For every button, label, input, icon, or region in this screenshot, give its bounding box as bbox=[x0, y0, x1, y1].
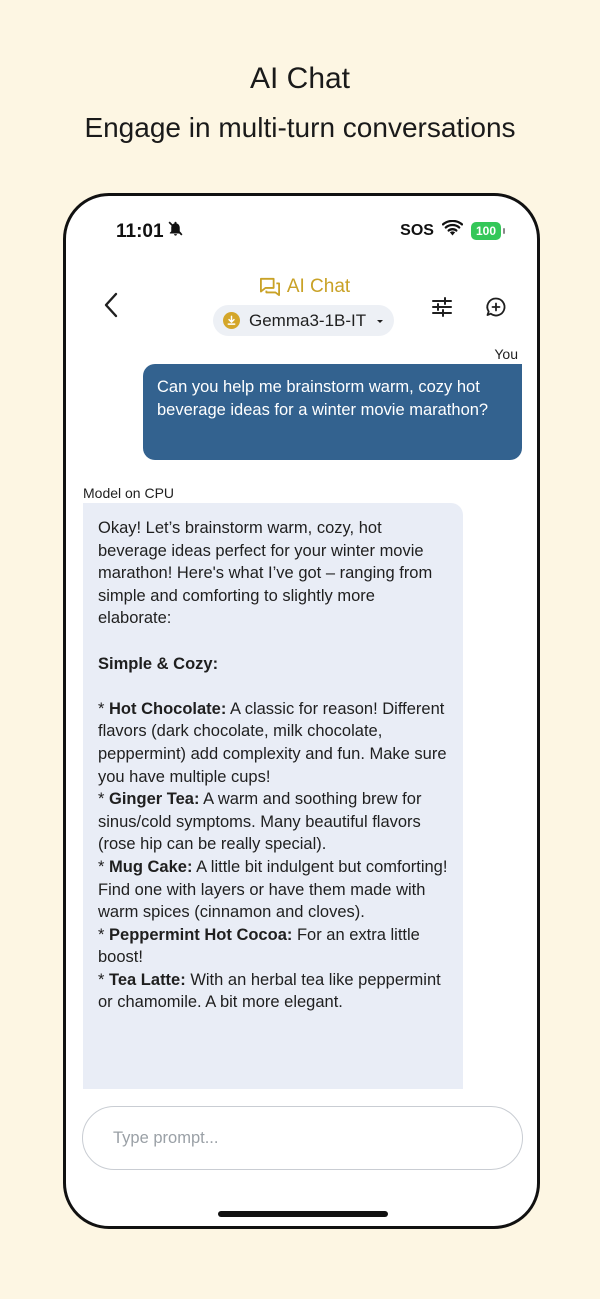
carrier-label: SOS bbox=[400, 221, 434, 239]
item-desc: With an herbal tea like peppermint or chamomile. A bit more elegant. bbox=[98, 970, 441, 1012]
new-chat-button[interactable] bbox=[484, 295, 508, 319]
model-message-intro: Okay! Let’s brainstorm warm, cozy, hot beverage ideas perfect for your winter movie marathon! Here's what I’ve got – ranging from simple and comforting to slightly more elaborate: bbox=[98, 519, 433, 628]
screen-title-text: AI Chat bbox=[286, 276, 351, 297]
promo-subtitle: Engage in multi-turn conversations bbox=[84, 112, 516, 143]
user-message-bubble: Can you help me brainstorm warm, cozy hot beverage ideas for a winter movie marathon? bbox=[143, 364, 522, 460]
item-name: Mug Cake: bbox=[109, 857, 193, 876]
prompt-input[interactable] bbox=[82, 1106, 523, 1170]
download-icon bbox=[223, 312, 240, 329]
list-item: * Ginger Tea: A warm and soothing brew for sinus/cold symptoms. Many beautiful flavors (rose hip can be really special). bbox=[98, 790, 422, 854]
bell-off-icon bbox=[167, 220, 184, 243]
model-selector[interactable] bbox=[213, 305, 394, 336]
phone-frame bbox=[63, 193, 540, 1229]
item-name: Ginger Tea: bbox=[109, 790, 200, 809]
promo-title: AI Chat bbox=[249, 62, 351, 95]
model-sender-label: Model on CPU bbox=[83, 485, 175, 501]
model-name: Gemma3-1B-IT bbox=[249, 310, 367, 330]
model-message-bubble bbox=[83, 503, 463, 1089]
item-desc: A classic for reason! Different flavors (dark chocolate, milk chocolate, peppermint) add complexity and fun. Make sure you have multiple cups! bbox=[98, 699, 447, 786]
caret-down-icon bbox=[375, 311, 385, 331]
add-chat-icon bbox=[484, 295, 508, 319]
item-desc: A little bit indulgent but comforting! Find one with layers or have them made with warm spices (cinnamon and cloves). bbox=[98, 857, 448, 922]
item-desc: For an extra little boost! bbox=[98, 925, 420, 967]
home-indicator[interactable] bbox=[218, 1211, 388, 1217]
screen-title bbox=[66, 276, 540, 298]
wifi-icon bbox=[442, 220, 463, 241]
list-item: * Mug Cake: A little bit indulgent but comforting! Find one with layers or have them made with warm spices (cinnamon and cloves). bbox=[98, 857, 448, 922]
item-desc: A warm and soothing brew for sinus/cold symptoms. Many beautiful flavors (rose hip can be really special). bbox=[98, 790, 422, 854]
list-item: * Tea Latte: With an herbal tea like peppermint or chamomile. A bit more elegant. bbox=[98, 970, 441, 1012]
item-name: Peppermint Hot Cocoa: bbox=[109, 925, 293, 944]
tune-icon bbox=[430, 295, 454, 319]
model-message-section-heading: Simple & Cozy: bbox=[98, 654, 219, 673]
status-icons bbox=[400, 220, 501, 241]
battery-indicator: 100 bbox=[471, 222, 501, 240]
chat-bubbles-icon bbox=[259, 277, 281, 297]
tune-button[interactable] bbox=[430, 295, 454, 319]
user-sender-label: You bbox=[494, 346, 518, 362]
list-item: * Peppermint Hot Cocoa: For an extra little boost! bbox=[98, 925, 420, 967]
status-time-text: 11:01 bbox=[116, 220, 164, 242]
item-name: Hot Chocolate: bbox=[109, 699, 227, 718]
list-item: * Hot Chocolate: A classic for reason! Different flavors (dark chocolate, milk chocolate, peppermint) add complexity and fun. Make sure you have multiple cups! bbox=[98, 699, 447, 786]
item-name: Tea Latte: bbox=[109, 970, 186, 989]
status-time bbox=[116, 220, 184, 243]
